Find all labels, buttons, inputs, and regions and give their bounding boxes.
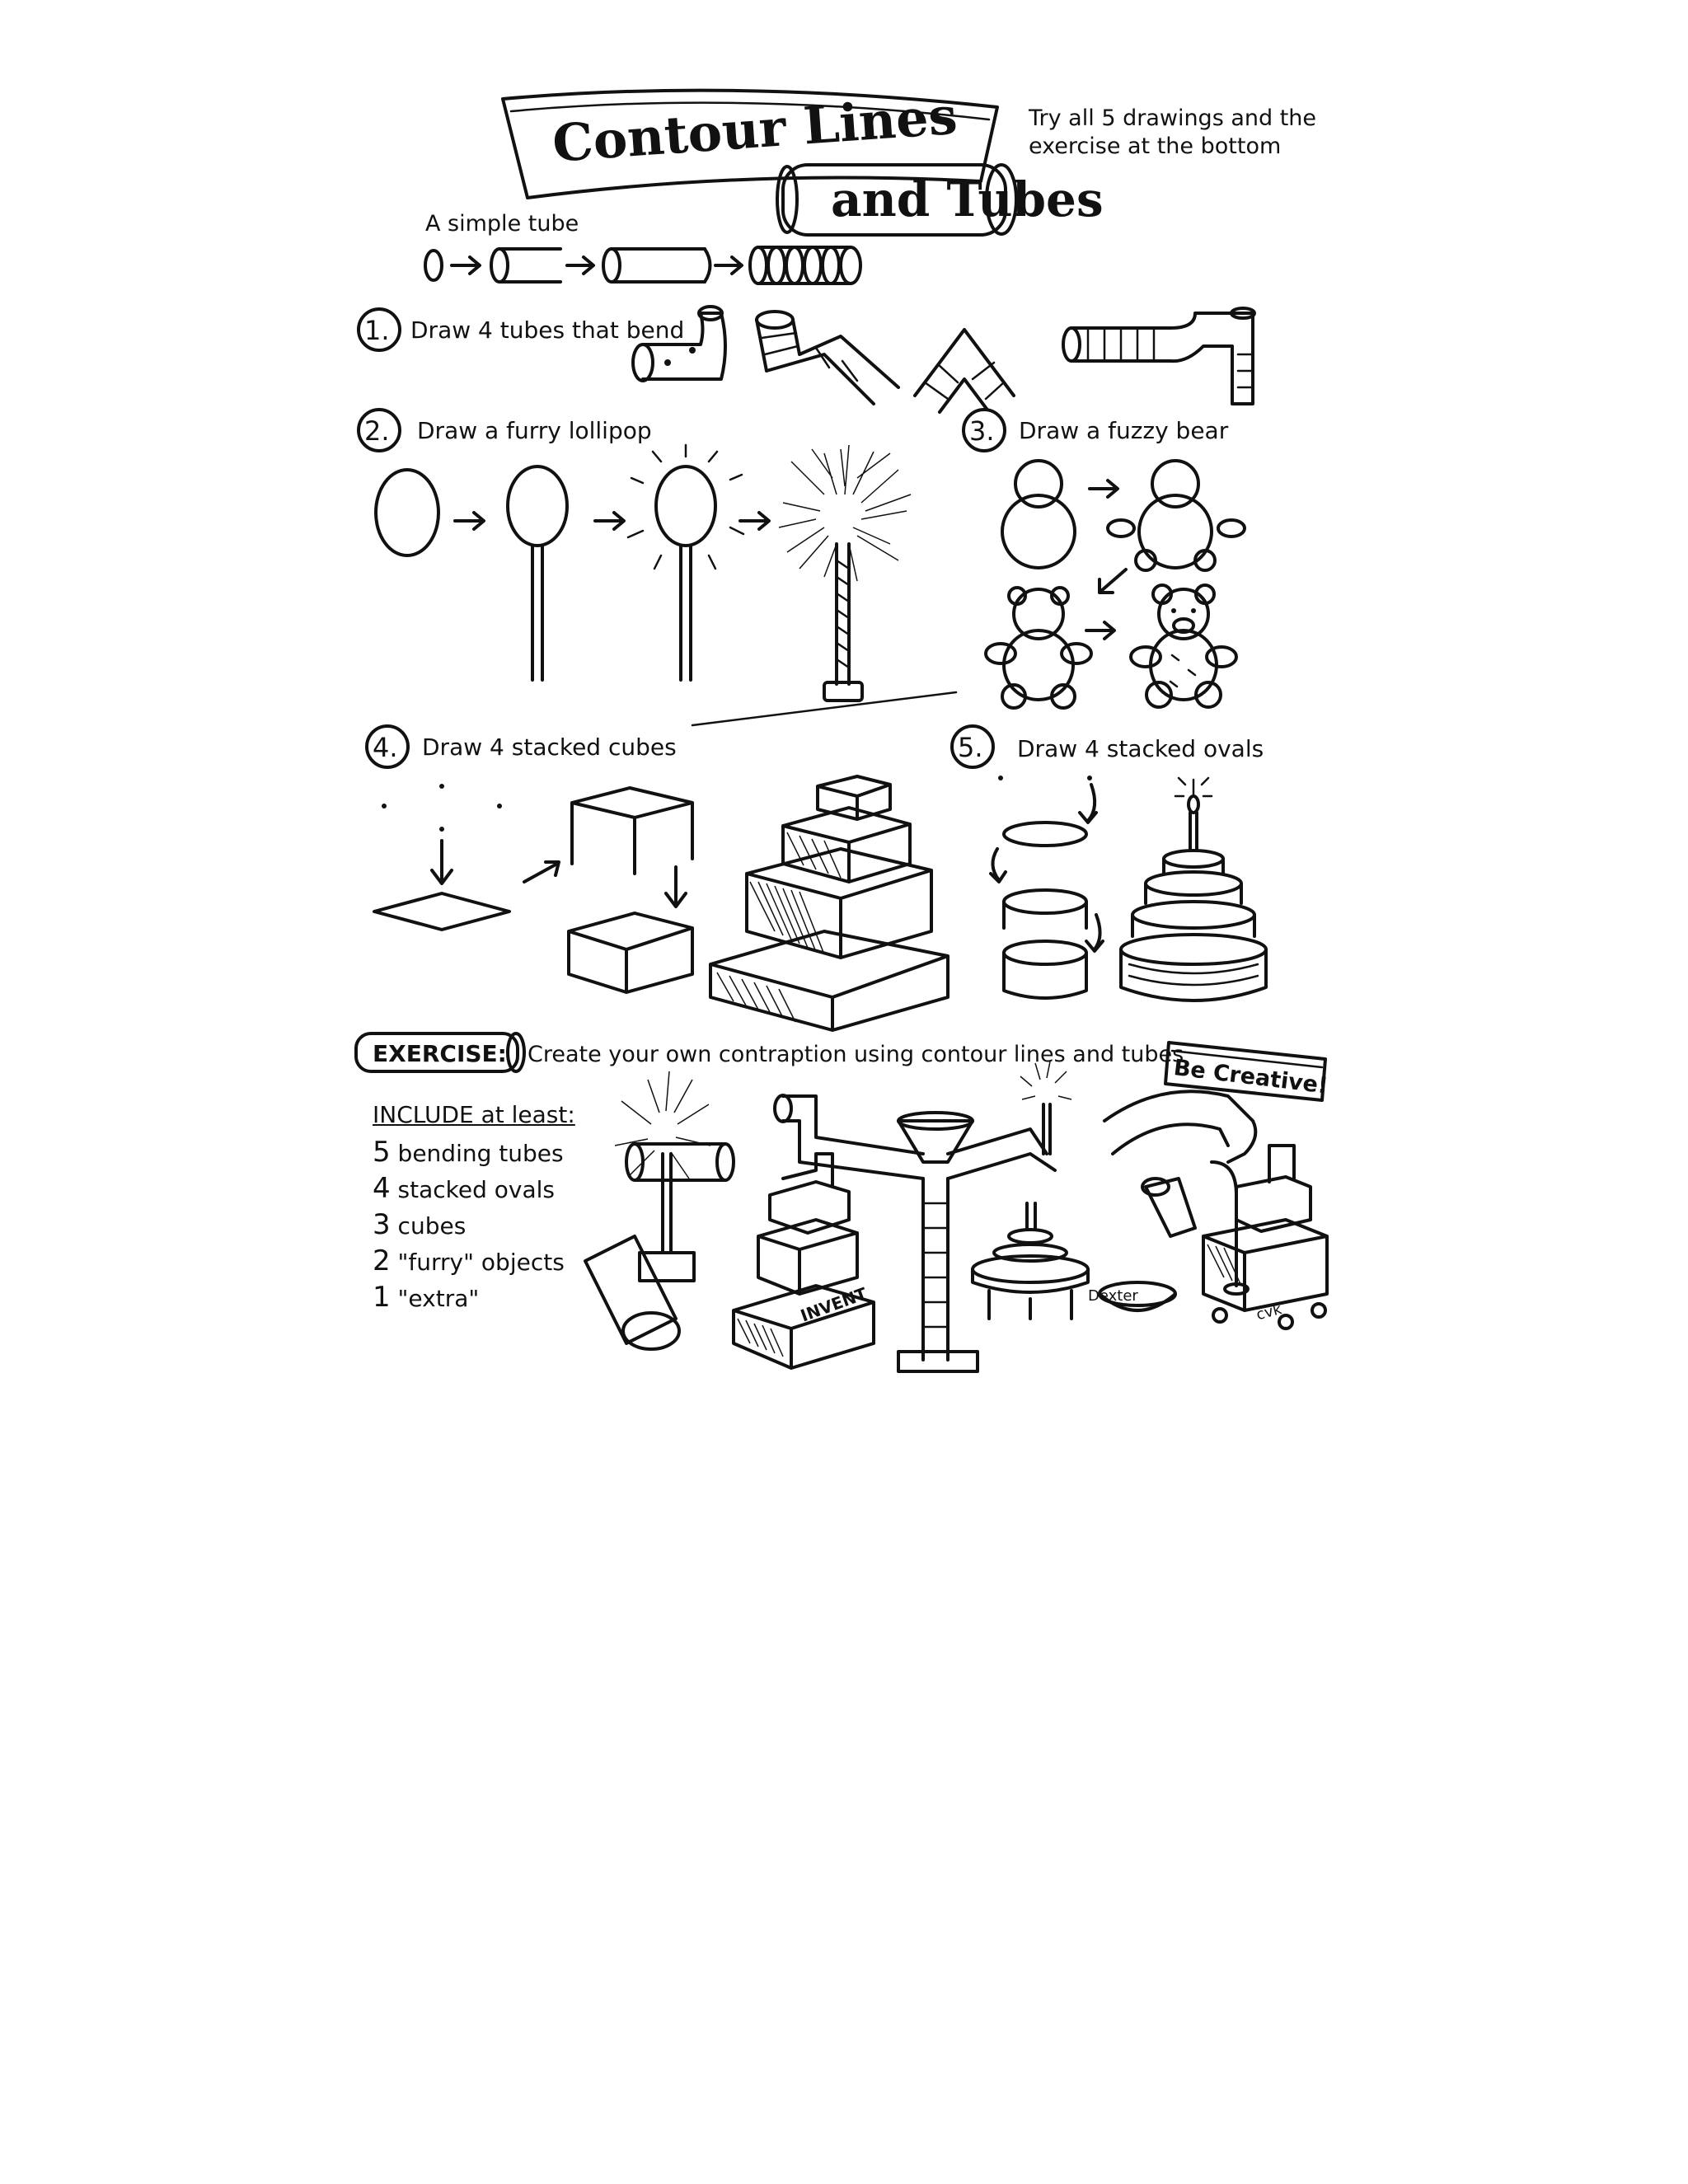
include-count: 4 <box>373 1172 391 1205</box>
include-item <box>373 1281 565 1317</box>
include-text: cubes <box>397 1212 467 1240</box>
instruction-note-line1: Try all 5 drawings and the <box>1029 105 1317 131</box>
include-item <box>373 1172 565 1208</box>
simple-tube-label: A simple tube <box>425 211 579 237</box>
stacked-cubes-illustration <box>363 766 956 1030</box>
step-3-number: 3. <box>969 415 995 447</box>
include-text: bending tubes <box>397 1140 564 1167</box>
include-text: stacked ovals <box>397 1176 556 1203</box>
stacked-ovals-illustration <box>981 766 1278 1022</box>
exercise-tag: EXERCISE: <box>373 1040 507 1067</box>
instruction-note-line2: exercise at the bottom <box>1029 134 1282 159</box>
page-title: Contour Lines <box>551 85 959 174</box>
contraption-illustration <box>569 1071 1343 1376</box>
furry-lollipop-illustration <box>363 445 956 733</box>
fuzzy-bear-illustration <box>981 449 1261 713</box>
invent-sign: INVENT <box>798 1283 870 1326</box>
step-5-number: 5. <box>958 732 983 763</box>
artist-signature: cvk <box>1254 1300 1284 1324</box>
step-2-label: Draw a furry lollipop <box>417 417 652 444</box>
step-3-label: Draw a fuzzy bear <box>1019 417 1229 444</box>
include-item <box>373 1136 565 1172</box>
dexter-bowl-label: Dexter <box>1088 1287 1138 1305</box>
exercise-prompt: Create your own contraption using contour lines and tubes <box>528 1042 1184 1067</box>
include-list <box>373 1136 565 1317</box>
step-4-label: Draw 4 stacked cubes <box>422 733 677 761</box>
include-text: "extra" <box>397 1285 480 1312</box>
include-item <box>373 1244 565 1281</box>
step-5-label: Draw 4 stacked ovals <box>1017 735 1264 762</box>
page-subtitle: and Tubes <box>831 171 1104 227</box>
include-heading: INCLUDE at least: <box>373 1101 575 1128</box>
step-2-number: 2. <box>364 415 390 447</box>
step-1-number: 1. <box>364 315 390 346</box>
include-count: 5 <box>373 1136 391 1169</box>
include-text: "furry" objects <box>397 1249 565 1276</box>
include-count: 1 <box>373 1281 391 1314</box>
simple-tube-steps <box>420 239 882 297</box>
include-count: 2 <box>373 1244 391 1277</box>
step-1-label: Draw 4 tubes that bend <box>410 316 685 344</box>
step-4-number: 4. <box>373 732 398 763</box>
include-count: 3 <box>373 1208 391 1241</box>
be-creative-text: Be Creative! <box>1172 1055 1329 1099</box>
include-item <box>373 1208 565 1244</box>
